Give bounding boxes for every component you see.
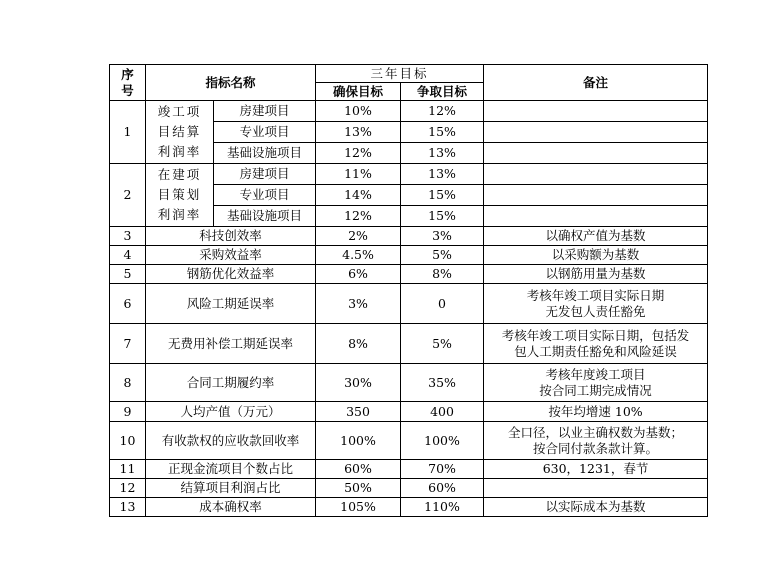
note-line: 考核年度竣工项目	[545, 366, 646, 382]
strive-cell: 0	[401, 284, 484, 324]
header-name: 指标名称	[146, 65, 316, 101]
strive-cell: 15%	[401, 122, 484, 143]
row-num: 6	[110, 284, 146, 324]
row-name: 正现金流项目个数占比	[146, 460, 316, 479]
note-cell	[484, 324, 708, 364]
sub-name: 专业项目	[214, 122, 316, 143]
note-line: 全口径，以业主确权数为基数；	[508, 424, 684, 440]
row-name: 钢筋优化效益率	[146, 265, 316, 284]
strive-cell: 13%	[401, 164, 484, 185]
note-line: 考核年竣工项目实际日期，包括发	[501, 327, 690, 343]
ensure-cell: 13%	[316, 122, 401, 143]
row-num: 8	[110, 364, 146, 402]
strive-cell: 110%	[401, 498, 484, 517]
sub-name: 房建项目	[214, 101, 316, 122]
strive-cell: 13%	[401, 143, 484, 164]
group-label: 竣工项目结算利润率	[146, 101, 214, 164]
strive-cell: 5%	[401, 246, 484, 265]
header-strive: 争取目标	[401, 83, 484, 101]
ensure-cell: 6%	[316, 265, 401, 284]
ensure-cell: 350	[316, 402, 401, 422]
row-num: 12	[110, 479, 146, 498]
header-note: 备注	[484, 65, 708, 101]
strive-cell: 400	[401, 402, 484, 422]
ensure-cell: 10%	[316, 101, 401, 122]
ensure-cell: 50%	[316, 479, 401, 498]
row-name: 科技创效率	[146, 227, 316, 246]
note-cell	[484, 143, 708, 164]
header-ensure: 确保目标	[316, 83, 401, 101]
row-num: 3	[110, 227, 146, 246]
ensure-cell: 12%	[316, 143, 401, 164]
note-cell: 以钢筋用量为基数	[484, 265, 708, 284]
note-cell	[484, 206, 708, 227]
sub-name: 房建项目	[214, 164, 316, 185]
strive-cell: 15%	[401, 206, 484, 227]
strive-cell: 5%	[401, 324, 484, 364]
note-cell	[484, 122, 708, 143]
note-cell: 以确权产值为基数	[484, 227, 708, 246]
row-name: 有收款权的应收款回收率	[146, 422, 316, 460]
strive-cell: 15%	[401, 185, 484, 206]
header-target: 三年目标	[316, 65, 484, 83]
ensure-cell: 2%	[316, 227, 401, 246]
note-cell	[484, 479, 708, 498]
ensure-cell: 30%	[316, 364, 401, 402]
ensure-cell: 3%	[316, 284, 401, 324]
strive-cell: 35%	[401, 364, 484, 402]
ensure-cell: 11%	[316, 164, 401, 185]
row-name: 结算项目利润占比	[146, 479, 316, 498]
strive-cell: 60%	[401, 479, 484, 498]
row-name: 风险工期延误率	[146, 284, 316, 324]
strive-cell: 70%	[401, 460, 484, 479]
note-cell: 630，1231，春节	[484, 460, 708, 479]
row-name: 无费用补偿工期延误率	[146, 324, 316, 364]
note-cell: 按年均增速 10%	[484, 402, 708, 422]
ensure-cell: 8%	[316, 324, 401, 364]
sub-name: 基础设施项目	[214, 206, 316, 227]
ensure-cell: 105%	[316, 498, 401, 517]
note-cell	[484, 164, 708, 185]
ensure-cell: 100%	[316, 422, 401, 460]
note-line: 按合同付款条款计算。	[533, 440, 659, 456]
note-line: 考核年竣工项目实际日期	[526, 287, 665, 303]
note-line: 无发包人责任豁免	[545, 303, 646, 319]
ensure-cell: 14%	[316, 185, 401, 206]
sub-name: 基础设施项目	[214, 143, 316, 164]
ensure-cell: 4.5%	[316, 246, 401, 265]
row-num: 4	[110, 246, 146, 265]
note-cell	[484, 364, 708, 402]
header-seq: 序号	[110, 65, 146, 101]
group-num: 1	[110, 101, 146, 164]
ensure-cell: 60%	[316, 460, 401, 479]
note-cell	[484, 422, 708, 460]
note-cell	[484, 101, 708, 122]
row-name: 人均产值（万元）	[146, 402, 316, 422]
note-cell	[484, 185, 708, 206]
strive-cell: 100%	[401, 422, 484, 460]
target-table	[109, 64, 708, 517]
row-name: 合同工期履约率	[146, 364, 316, 402]
ensure-cell: 12%	[316, 206, 401, 227]
strive-cell: 3%	[401, 227, 484, 246]
row-num: 11	[110, 460, 146, 479]
group-label: 在建项目策划利润率	[146, 164, 214, 227]
strive-cell: 12%	[401, 101, 484, 122]
note-line: 包人工期责任豁免和风险延误	[514, 343, 677, 359]
row-num: 9	[110, 402, 146, 422]
row-num: 5	[110, 265, 146, 284]
note-cell: 以实际成本为基数	[484, 498, 708, 517]
row-num: 13	[110, 498, 146, 517]
note-cell	[484, 284, 708, 324]
sub-name: 专业项目	[214, 185, 316, 206]
row-name: 采购效益率	[146, 246, 316, 265]
note-cell: 以采购额为基数	[484, 246, 708, 265]
row-name: 成本确权率	[146, 498, 316, 517]
row-num: 7	[110, 324, 146, 364]
strive-cell: 8%	[401, 265, 484, 284]
note-line: 按合同工期完成情况	[539, 382, 652, 398]
group-num: 2	[110, 164, 146, 227]
row-num: 10	[110, 422, 146, 460]
